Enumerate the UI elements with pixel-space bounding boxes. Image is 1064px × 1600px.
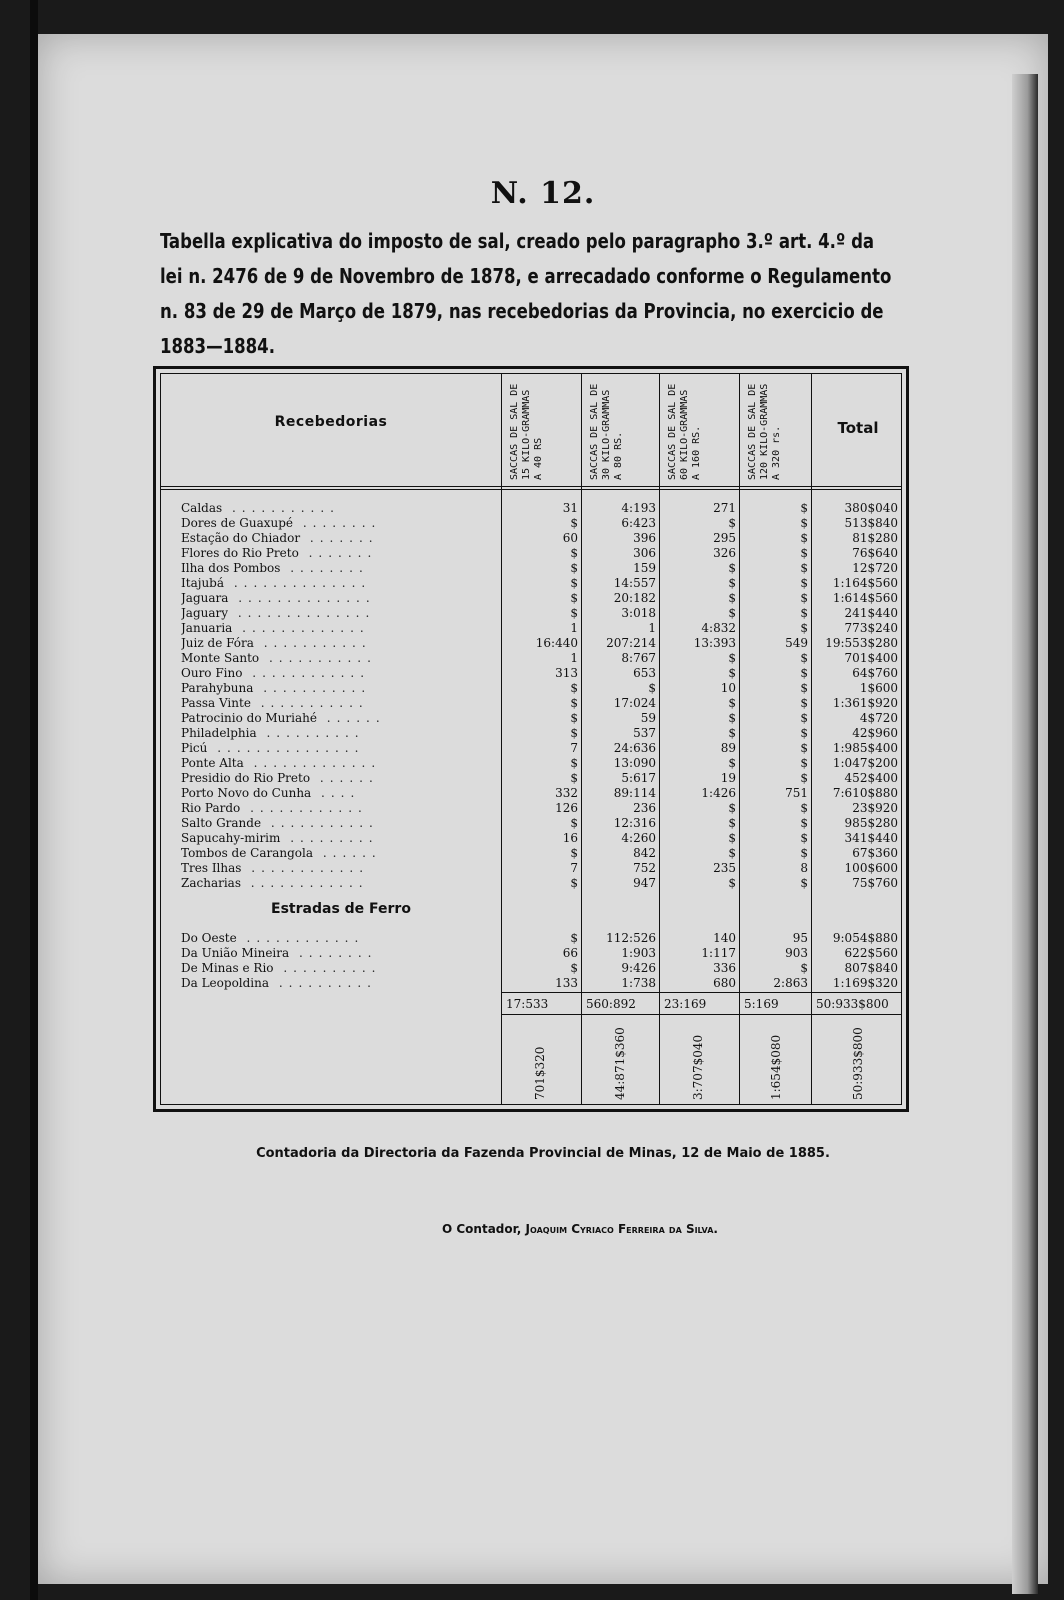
cell-60kg: 1:117: [701, 946, 736, 960]
cell-total: 622$560: [844, 946, 898, 960]
signature-name: Joaquim Cyriaco Ferreira da Silva.: [525, 1222, 718, 1236]
total-15kg: 17:533: [506, 997, 549, 1011]
cell-60kg: $: [728, 666, 736, 680]
table-row: Tombos de Carangola ...... $ 842 $ $ 67$360: [181, 846, 898, 860]
cell-120kg: $: [800, 681, 808, 695]
cell-total: 701$400: [844, 651, 898, 665]
cell-30kg: 947: [633, 876, 656, 890]
cell-15kg: $: [570, 931, 578, 945]
footer-signature: [442, 1222, 718, 1236]
cell-15kg: $: [570, 816, 578, 830]
cell-30kg: 9:426: [621, 961, 656, 975]
cell-60kg: 4:832: [701, 621, 736, 635]
value-60kg: 3:707$040: [691, 1034, 705, 1100]
cell-120kg: $: [800, 501, 808, 515]
totals-rule: [501, 1014, 901, 1015]
table-row: Rio Pardo ............ 126 236 $ $ 23$920: [181, 801, 898, 815]
cell-total: 513$840: [844, 516, 898, 530]
cell-120kg: 751: [785, 786, 808, 800]
header-total: Total: [837, 419, 879, 437]
cell-30kg: 17:024: [613, 696, 656, 710]
cell-30kg: 396: [633, 531, 656, 545]
cell-15kg: 16: [562, 831, 578, 845]
value-15kg: 701$320: [533, 1046, 547, 1100]
header-col-60kg: SACCAS DE SAL DE 60 KILO-GRAMMAS A 160 RS.: [667, 383, 702, 480]
cell-15kg: $: [570, 591, 578, 605]
row-name: Estação do Chiador: [181, 531, 301, 545]
cell-30kg: 24:636: [613, 741, 656, 755]
cell-total: 23$920: [852, 801, 898, 815]
table-description: Tabella explicativa do imposto de sal, creado pelo paragrapho 3.º art. 4.º da lei n. 2476 de 9 de Novembro de 1878, e arrecadado conforme o Regulamento n. 83 de 29 de Março de 1879, nas recebedorias da Provincia, no exercicio de 1883—1884.: [160, 229, 892, 358]
cell-total: 452$400: [844, 771, 898, 785]
cell-total: 1:361$920: [832, 696, 898, 710]
cell-15kg: 332: [555, 786, 578, 800]
total-30kg: 560:892: [586, 997, 636, 1011]
cell-15kg: 1: [570, 621, 578, 635]
cell-total: 1:169$320: [832, 976, 898, 990]
table-row: Jaguara .............. $ 20:182 $ $ 1:614$560: [181, 591, 898, 605]
cell-60kg: $: [728, 801, 736, 815]
cell-30kg: 207:214: [606, 636, 656, 650]
cell-total: 1:614$560: [832, 591, 898, 605]
cell-15kg: $: [570, 606, 578, 620]
cell-60kg: 10: [720, 681, 736, 695]
cell-30kg: 112:526: [606, 931, 656, 945]
row-name: Ilha dos Pombos: [181, 561, 281, 575]
cell-30kg: 12:316: [613, 816, 656, 830]
cell-60kg: 326: [713, 546, 736, 560]
header-col-120kg: SACCAS DE SAL DE 120 KILO-GRAMMAS A 320 rs.: [747, 383, 782, 480]
row-name: Caldas: [181, 501, 223, 515]
cell-120kg: 95: [792, 931, 808, 945]
cell-120kg: $: [800, 606, 808, 620]
cell-60kg: 235: [713, 861, 736, 875]
estradas-heading: Estradas de Ferro: [271, 901, 411, 917]
header-recebedorias: Recebedorias: [274, 414, 388, 430]
row-name: Patrocinio do Muriahé: [181, 711, 317, 725]
cell-60kg: 680: [713, 976, 736, 990]
row-name: Jaguara: [181, 591, 229, 605]
row-name: Presidio do Rio Preto: [181, 771, 311, 785]
total-grand: 50:933$800: [816, 997, 889, 1011]
cell-15kg: $: [570, 546, 578, 560]
column-values: [161, 1022, 901, 1106]
cell-30kg: 306: [633, 546, 656, 560]
total-120kg: 5:169: [744, 997, 779, 1011]
cell-120kg: $: [800, 651, 808, 665]
table-row: De Minas e Rio .......... $ 9:426 336 $ 807$840: [181, 961, 898, 975]
cell-15kg: $: [570, 516, 578, 530]
cell-120kg: 549: [785, 636, 808, 650]
document-number: N. 12.: [490, 176, 596, 211]
cell-30kg: 1: [648, 621, 656, 635]
cell-total: 9:054$880: [832, 931, 898, 945]
cell-30kg: 6:423: [621, 516, 656, 530]
cell-total: 241$440: [844, 606, 898, 620]
table-row: Sapucahy-mirim ......... 16 4:260 $ $ 341$440: [181, 831, 898, 845]
table-row: Do Oeste ............ $ 112:526 140 95 9:054$880: [181, 931, 898, 945]
cell-60kg: $: [728, 606, 736, 620]
row-name: Porto Novo do Cunha: [181, 786, 312, 800]
cell-15kg: 16:440: [535, 636, 578, 650]
value-total: 50:933$800: [851, 1027, 865, 1100]
table-row: Itajubá .............. $ 14:557 $ $ 1:164$560: [181, 576, 898, 590]
row-name: Passa Vinte: [181, 696, 251, 710]
row-name: Monte Santo: [181, 651, 260, 665]
cell-60kg: $: [728, 561, 736, 575]
row-name: Parahybuna: [181, 681, 254, 695]
cell-60kg: $: [728, 831, 736, 845]
row-name: Ouro Fino: [181, 666, 243, 680]
cell-120kg: $: [800, 561, 808, 575]
cell-120kg: $: [800, 531, 808, 545]
cell-120kg: $: [800, 516, 808, 530]
table-row: Picú ............... 7 24:636 89 $ 1:985$400: [181, 741, 898, 755]
cell-15kg: $: [570, 696, 578, 710]
cell-15kg: $: [570, 846, 578, 860]
cell-30kg: 236: [633, 801, 656, 815]
cell-30kg: 653: [633, 666, 656, 680]
cell-total: 4$720: [859, 711, 898, 725]
cell-30kg: 842: [633, 846, 656, 860]
cell-total: 1:164$560: [832, 576, 898, 590]
cell-120kg: $: [800, 741, 808, 755]
cell-total: 1$600: [859, 681, 898, 695]
cell-60kg: $: [728, 516, 736, 530]
page-edge-shadow: [1012, 74, 1038, 1594]
cell-60kg: 336: [713, 961, 736, 975]
cell-60kg: $: [728, 591, 736, 605]
table-row: Ouro Fino ............ 313 653 $ $ 64$760: [181, 666, 898, 680]
cell-60kg: 140: [713, 931, 736, 945]
cell-total: 75$760: [852, 876, 898, 890]
cell-120kg: $: [800, 591, 808, 605]
cell-15kg: $: [570, 561, 578, 575]
cell-120kg: $: [800, 696, 808, 710]
table-row: Salto Grande ........... $ 12:316 $ $ 985$280: [181, 816, 898, 830]
cell-30kg: 13:090: [613, 756, 656, 770]
salt-tax-table: [153, 366, 909, 1112]
row-name: Da Leopoldina: [181, 976, 270, 990]
cell-total: 42$960: [852, 726, 898, 740]
cell-30kg: 752: [633, 861, 656, 875]
cell-120kg: $: [800, 831, 808, 845]
cell-15kg: 60: [562, 531, 578, 545]
row-name: Philadelphia: [181, 726, 257, 740]
cell-120kg: $: [800, 621, 808, 635]
cell-30kg: 14:557: [613, 576, 656, 590]
value-120kg: 1:654$080: [769, 1034, 783, 1100]
cell-120kg: $: [800, 546, 808, 560]
cell-120kg: $: [800, 801, 808, 815]
cell-15kg: 7: [570, 861, 578, 875]
cell-total: 341$440: [844, 831, 898, 845]
header-rule: [161, 489, 901, 490]
cell-120kg: $: [800, 711, 808, 725]
row-name: Zacharias: [181, 876, 241, 890]
row-name: De Minas e Rio: [181, 961, 274, 975]
cell-60kg: $: [728, 711, 736, 725]
value-30kg: 44:871$360: [613, 1027, 627, 1100]
cell-total: 773$240: [844, 621, 898, 635]
cell-60kg: $: [728, 696, 736, 710]
cell-120kg: $: [800, 771, 808, 785]
cell-total: 81$280: [852, 531, 898, 545]
table-row: Monte Santo ........... 1 8:767 $ $ 701$400: [181, 651, 898, 665]
cell-total: 64$760: [852, 666, 898, 680]
cell-15kg: $: [570, 711, 578, 725]
cell-15kg: $: [570, 771, 578, 785]
cell-60kg: $: [728, 576, 736, 590]
header-col-30kg: SACCAS DE SAL DE 30 KILO-GRAMMAS A 80 RS.: [589, 383, 624, 480]
header-rule: [161, 486, 901, 487]
cell-120kg: $: [800, 756, 808, 770]
table-row: Patrocinio do Muriahé ...... $ 59 $ $ 4$720: [181, 711, 898, 725]
cell-15kg: $: [570, 876, 578, 890]
table-row: Passa Vinte ........... $ 17:024 $ $ 1:361$920: [181, 696, 898, 710]
cell-60kg: 295: [713, 531, 736, 545]
row-name: Jaguary: [181, 606, 229, 620]
cell-30kg: $: [648, 681, 656, 695]
table-inner-border: [160, 373, 902, 1105]
table-row: Estação do Chiador ....... 60 396 295 $ 81$280: [181, 531, 898, 545]
cell-30kg: 5:617: [621, 771, 656, 785]
cell-15kg: $: [570, 681, 578, 695]
row-name: Picú: [181, 741, 208, 755]
cell-120kg: $: [800, 666, 808, 680]
cell-120kg: $: [800, 846, 808, 860]
cell-120kg: $: [800, 961, 808, 975]
cell-total: 380$040: [844, 501, 898, 515]
row-name: Ponte Alta: [181, 756, 244, 770]
cell-15kg: 7: [570, 741, 578, 755]
table-row: Dores de Guaxupé ........ $ 6:423 $ $ 513$840: [181, 516, 898, 530]
cell-60kg: $: [728, 816, 736, 830]
cell-30kg: 159: [633, 561, 656, 575]
cell-60kg: $: [728, 726, 736, 740]
signature-prefix: O Contador,: [442, 1222, 522, 1236]
row-name: Tombos de Carangola: [181, 846, 314, 860]
cell-30kg: 1:903: [621, 946, 656, 960]
cell-15kg: 31: [562, 501, 578, 515]
cell-60kg: $: [728, 846, 736, 860]
cell-15kg: 126: [555, 801, 578, 815]
cell-30kg: 4:193: [621, 501, 656, 515]
header-col-15kg: SACCAS DE SAL DE 15 KILO-GRAMMAS A 40 RS: [509, 383, 544, 480]
table-row: Tres Ilhas ............ 7 752 235 8 100$600: [181, 861, 898, 875]
table-row: Caldas ........... 31 4:193 271 $ 380$040: [181, 501, 898, 515]
row-name: Salto Grande: [181, 816, 262, 830]
row-name: Juiz de Fóra: [181, 636, 254, 650]
cell-total: 76$640: [852, 546, 898, 560]
cell-total: 985$280: [844, 816, 898, 830]
table-row: Flores do Rio Preto ....... $ 306 326 $ 76$640: [181, 546, 898, 560]
totals-row: [161, 996, 901, 1012]
cell-total: 67$360: [852, 846, 898, 860]
cell-120kg: $: [800, 726, 808, 740]
table-row: Ponte Alta ............. $ 13:090 $ $ 1:047$200: [181, 756, 898, 770]
cell-60kg: 1:426: [701, 786, 736, 800]
totals-rule: [501, 992, 901, 993]
cell-15kg: 66: [562, 946, 578, 960]
table-row: Parahybuna ........... $ $ 10 $ 1$600: [181, 681, 898, 695]
row-name: Itajubá: [181, 576, 225, 590]
cell-15kg: 1: [570, 651, 578, 665]
cell-30kg: 8:767: [621, 651, 656, 665]
row-name: Da União Mineira: [181, 946, 290, 960]
cell-15kg: $: [570, 726, 578, 740]
cell-total: 1:047$200: [832, 756, 898, 770]
cell-total: 100$600: [844, 861, 898, 875]
cell-30kg: 1:738: [621, 976, 656, 990]
cell-120kg: $: [800, 876, 808, 890]
row-name: Rio Pardo: [181, 801, 241, 815]
row-name: Do Oeste: [181, 931, 237, 945]
cell-15kg: 133: [555, 976, 578, 990]
table-row: Da União Mineira ........ 66 1:903 1:117 903 622$560: [181, 946, 898, 960]
table-row: Jaguary .............. $ 3:018 $ $ 241$440: [181, 606, 898, 620]
table-row: Porto Novo do Cunha .... 332 89:114 1:426 751 7:610$880: [181, 786, 898, 800]
table-row: Zacharias ............ $ 947 $ $ 75$760: [181, 876, 898, 890]
row-name: Tres Ilhas: [181, 861, 242, 875]
table-row: Philadelphia .......... $ 537 $ $ 42$960: [181, 726, 898, 740]
cell-30kg: 4:260: [621, 831, 656, 845]
cell-15kg: 313: [555, 666, 578, 680]
cell-60kg: $: [728, 651, 736, 665]
cell-120kg: 903: [785, 946, 808, 960]
row-name: Dores de Guaxupé: [181, 516, 294, 530]
cell-60kg: $: [728, 756, 736, 770]
cell-total: 1:985$400: [832, 741, 898, 755]
document-page: [38, 34, 1048, 1584]
cell-total: 19:553$280: [825, 636, 898, 650]
cell-30kg: 59: [640, 711, 656, 725]
cell-120kg: $: [800, 816, 808, 830]
table-row: Da Leopoldina .......... 133 1:738 680 2:863 1:169$320: [181, 976, 898, 990]
cell-30kg: 3:018: [621, 606, 656, 620]
table-row: Presidio do Rio Preto ...... $ 5:617 19 $ 452$400: [181, 771, 898, 785]
row-name: Sapucahy-mirim: [181, 831, 281, 845]
cell-15kg: $: [570, 961, 578, 975]
cell-30kg: 89:114: [613, 786, 656, 800]
row-name: Januaria: [181, 621, 233, 635]
table-row: Ilha dos Pombos ........ $ 159 $ $ 12$720: [181, 561, 898, 575]
cell-30kg: 20:182: [613, 591, 656, 605]
cell-60kg: $: [728, 876, 736, 890]
cell-15kg: $: [570, 576, 578, 590]
cell-total: 7:610$880: [832, 786, 898, 800]
cell-120kg: 2:863: [773, 976, 808, 990]
cell-15kg: $: [570, 756, 578, 770]
table-row: Juiz de Fóra ........... 16:440 207:214 13:393 549 19:553$280: [181, 636, 898, 650]
cell-60kg: 271: [713, 501, 736, 515]
cell-60kg: 19: [720, 771, 736, 785]
cell-60kg: 89: [720, 741, 736, 755]
total-60kg: 23:169: [664, 997, 707, 1011]
cell-120kg: 8: [800, 861, 808, 875]
cell-total: 12$720: [852, 561, 898, 575]
book-spine: [30, 0, 38, 1600]
cell-120kg: $: [800, 576, 808, 590]
cell-30kg: 537: [633, 726, 656, 740]
cell-total: 807$840: [844, 961, 898, 975]
cell-60kg: 13:393: [693, 636, 736, 650]
table-row: Januaria ............. 1 1 4:832 $ 773$240: [181, 621, 898, 635]
row-name: Flores do Rio Preto: [181, 546, 299, 560]
footer-place-date: Contadoria da Directoria da Fazenda Provincial de Minas, 12 de Maio de 1885.: [256, 1146, 830, 1161]
